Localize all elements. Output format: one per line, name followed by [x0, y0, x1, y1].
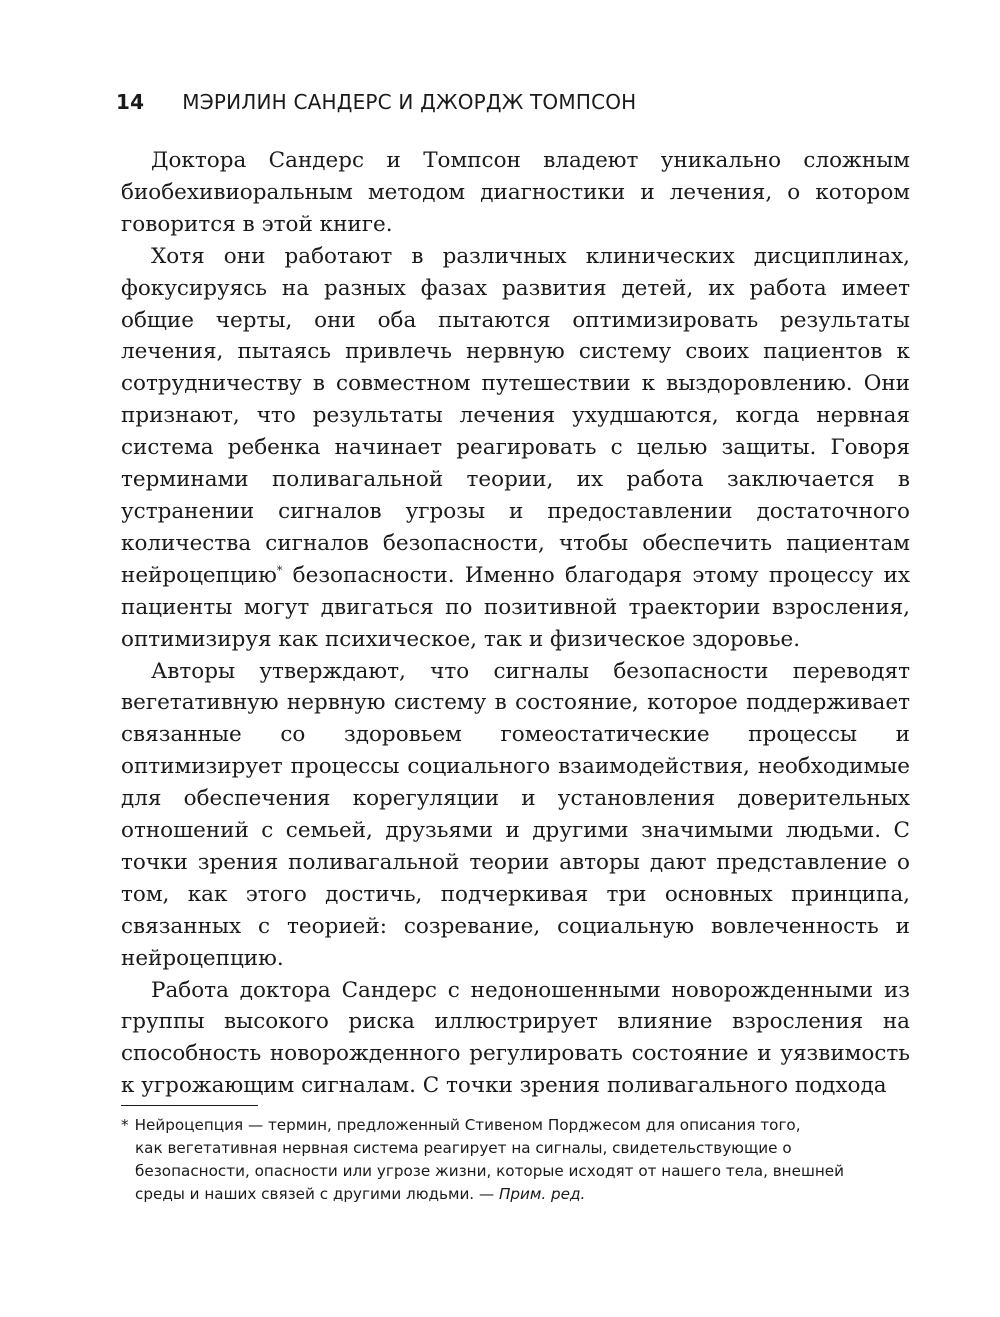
running-head [116, 88, 910, 116]
paragraph [121, 241, 910, 656]
body-text [121, 145, 910, 1102]
running-title: МЭРИЛИН САНДЕРС И ДЖОРДЖ ТОМПСОН [182, 90, 637, 114]
paragraph: Авторы утверждают, что сигналы безопасности переводят вегетативную нервную систему в состояние, которое поддерживает связанные со здоровьем гомеостатические процессы и оптимизирует процессы социального взаимодействия, необходимые для обеспечения корегуляции и установления доверительных отношений с семьей, друзьями и другими значимыми людьми. С точки зрения поливагальной теории авторы дают представление о том, как этого достичь, подчеркивая три основных принципа, связанных с теорией: созревание, социальную вовлеченность и нейроцепцию. [121, 658, 910, 971]
footnote-divider [121, 1105, 258, 1106]
paragraph: Доктора Сандерс и Томпсон владеют уникально сложным биобехивиоральным методом диагностики и лечения, о котором говорится в этой книге. [121, 148, 910, 237]
footnote-line [121, 1183, 891, 1206]
footnote-reference: * [276, 563, 283, 577]
paragraph-text: Хотя они работают в различных клинических дисциплинах, фокусируясь на разных фазах развития детей, их работа имеет общие черты, они оба пытаются оптимизировать результаты лечения, пытаясь привлечь нервную систему своих пациентов к сотрудничеству в совместном путешествии к выздоровлению. Они признают, что результаты лечения ухудшаются, когда нервная система ребенка начинает реагировать с целью защиты. Говоря терминами поливагальной теории, их работа заключается в устранении сигналов угрозы и предоставлении достаточного количества сигналов безопасности, чтобы обеспечить пациентам нейроцепцию [121, 243, 910, 588]
footnote-marker: * [121, 1116, 129, 1134]
footnote [121, 1114, 891, 1206]
footnote-text: среды и наших связей с другими людьми. — [135, 1185, 499, 1203]
paragraph-text: безопасности. Именно благодаря этому процессу их пациенты могут двигаться по позитивной траектории взросления, оптимизируя как психическое, так и физическое здоровье. [121, 562, 910, 652]
footnote-text: Нейроцепция — термин, предложенный Стивеном Порджесом для описания того, [134, 1116, 801, 1134]
footnote-line [121, 1114, 891, 1137]
footnote-line: как вегетативная нервная система реагирует на сигналы, свидетельствующие о [135, 1139, 792, 1157]
paragraph: Работа доктора Сандерс с недоношенными новорожденными из группы высокого риска иллюстрирует влияние взросления на способность новорожденного регулировать состояние и уязвимость к угрожающим сигналам. С точки зрения поливагального подхода [121, 977, 910, 1099]
page-number: 14 [116, 90, 145, 114]
footnote-line: безопасности, опасности или угрозе жизни, которые исходят от нашего тела, внешней [135, 1162, 844, 1180]
editor-note: Прим. ред. [498, 1185, 586, 1203]
